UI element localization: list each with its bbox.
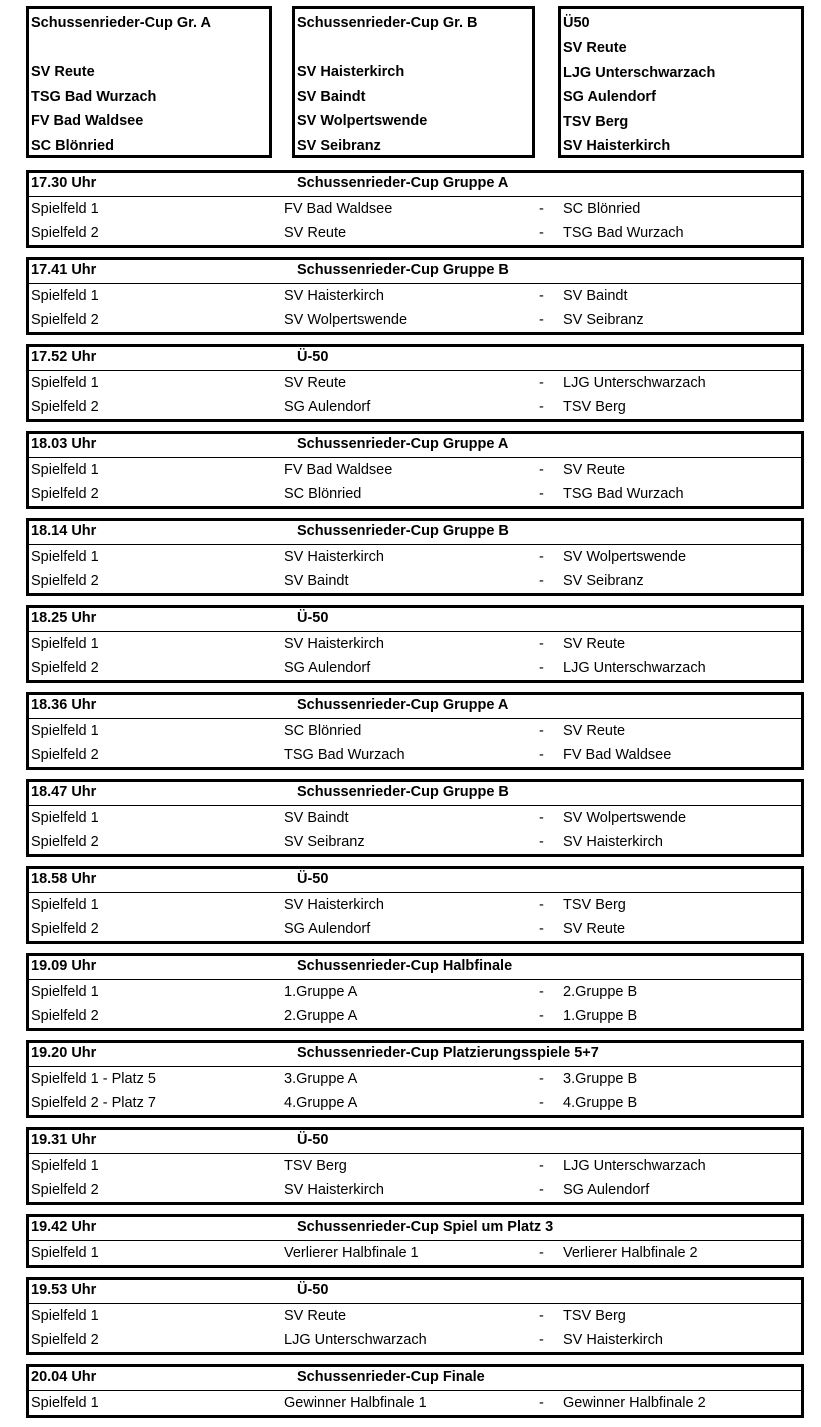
match-row (29, 892, 801, 917)
away-team: SV Reute (563, 636, 626, 652)
home-team: SG Aulendorf (284, 399, 371, 415)
vs-separator: - (539, 312, 544, 328)
home-team: SC Blönried (284, 723, 362, 739)
time-slot-block (26, 779, 804, 857)
vs-separator: - (539, 834, 544, 850)
vs-separator: - (539, 1095, 544, 1111)
match-schedule (26, 170, 804, 1427)
time-slot-header (29, 956, 801, 979)
field-label: Spielfeld 2 (31, 573, 99, 589)
group-team: SV Seibranz (297, 137, 381, 154)
match-row (29, 718, 801, 743)
match-row (29, 457, 801, 482)
kickoff-time: 18.14 Uhr (31, 523, 97, 539)
kickoff-time: 18.25 Uhr (31, 610, 97, 626)
home-team: SV Haisterkirch (284, 549, 384, 565)
match-row (29, 1240, 801, 1265)
competition-name: Ü-50 (297, 1282, 329, 1298)
vs-separator: - (539, 897, 544, 913)
field-label: Spielfeld 2 (31, 225, 99, 241)
time-slot-header (29, 1217, 801, 1240)
away-team: 3.Gruppe B (563, 1071, 638, 1087)
competition-name: Schussenrieder-Cup Gruppe B (297, 784, 509, 800)
field-label: Spielfeld 1 (31, 462, 99, 478)
away-team: SV Baindt (563, 288, 628, 304)
group-team: SV Haisterkirch (297, 64, 405, 80)
home-team: SV Baindt (284, 810, 349, 826)
kickoff-time: 19.09 Uhr (31, 958, 97, 974)
match-row (29, 917, 801, 941)
away-team: TSG Bad Wurzach (563, 225, 684, 241)
time-slot-block (26, 605, 804, 683)
away-team: 1.Gruppe B (563, 1008, 638, 1024)
away-team: SV Haisterkirch (563, 834, 663, 850)
field-label: Spielfeld 1 (31, 810, 99, 826)
match-row (29, 544, 801, 569)
vs-separator: - (539, 747, 544, 763)
vs-separator: - (539, 1008, 544, 1024)
vs-separator: - (539, 984, 544, 1000)
home-team: 1.Gruppe A (284, 984, 358, 1000)
competition-name: Ü-50 (297, 349, 329, 365)
field-label: Spielfeld 2 (31, 747, 99, 763)
competition-name: Schussenrieder-Cup Gruppe A (297, 175, 509, 191)
competition-name: Schussenrieder-Cup Gruppe B (297, 523, 509, 539)
match-row (29, 1091, 801, 1115)
time-slot-header (29, 434, 801, 457)
home-team: 3.Gruppe A (284, 1071, 358, 1087)
field-label: Spielfeld 1 (31, 723, 99, 739)
home-team: TSV Berg (284, 1158, 347, 1174)
vs-separator: - (539, 462, 544, 478)
vs-separator: - (539, 921, 544, 937)
kickoff-time: 18.03 Uhr (31, 436, 97, 452)
field-label: Spielfeld 2 (31, 834, 99, 850)
away-team: SV Wolpertswende (563, 810, 687, 826)
time-slot-header (29, 347, 801, 370)
group-team: TSG Bad Wurzach (31, 88, 157, 105)
group-title: Ü50 (563, 15, 590, 31)
field-label: Spielfeld 1 (31, 1158, 99, 1174)
competition-name: Ü-50 (297, 871, 329, 887)
match-row (29, 1178, 801, 1202)
field-label: Spielfeld 2 (31, 1182, 99, 1198)
group-team: FV Bad Waldsee (31, 113, 144, 129)
kickoff-time: 19.20 Uhr (31, 1045, 97, 1061)
away-team: LJG Unterschwarzach (563, 660, 706, 676)
home-team: SG Aulendorf (284, 660, 371, 676)
home-team: SV Haisterkirch (284, 288, 384, 304)
match-row (29, 743, 801, 767)
away-team: SV Seibranz (563, 573, 644, 589)
time-slot-header (29, 1043, 801, 1066)
vs-separator: - (539, 810, 544, 826)
away-team: SV Haisterkirch (563, 1332, 663, 1348)
home-team: SV Seibranz (284, 834, 365, 850)
time-slot-header (29, 173, 801, 196)
time-slot-block (26, 1277, 804, 1355)
group-team: TSV Berg (563, 113, 629, 130)
field-label: Spielfeld 1 (31, 288, 99, 304)
time-slot-block (26, 953, 804, 1031)
home-team: SV Haisterkirch (284, 897, 384, 913)
group-team: SV Reute (563, 40, 627, 56)
home-team: FV Bad Waldsee (284, 462, 393, 478)
field-label: Spielfeld 1 - Platz 5 (31, 1071, 156, 1087)
home-team: Verlierer Halbfinale 1 (284, 1245, 419, 1261)
match-row (29, 569, 801, 593)
time-slot-header (29, 260, 801, 283)
vs-separator: - (539, 201, 544, 217)
away-team: TSG Bad Wurzach (563, 486, 684, 502)
vs-separator: - (539, 660, 544, 676)
competition-name: Schussenrieder-Cup Gruppe A (297, 697, 509, 713)
competition-name: Schussenrieder-Cup Platzierungsspiele 5+7 (297, 1045, 599, 1061)
vs-separator: - (539, 486, 544, 502)
time-slot-header (29, 869, 801, 892)
group-team: SC Blönried (31, 137, 114, 154)
group-team: SG Aulendorf (563, 89, 656, 105)
time-slot-header (29, 608, 801, 631)
kickoff-time: 18.47 Uhr (31, 784, 97, 800)
away-team: LJG Unterschwarzach (563, 1158, 706, 1174)
kickoff-time: 17.41 Uhr (31, 262, 97, 278)
home-team: 2.Gruppe A (284, 1008, 358, 1024)
vs-separator: - (539, 549, 544, 565)
field-label: Spielfeld 1 (31, 549, 99, 565)
home-team: SC Blönried (284, 486, 362, 502)
match-row (29, 482, 801, 506)
kickoff-time: 19.42 Uhr (31, 1219, 97, 1235)
away-team: SG Aulendorf (563, 1182, 650, 1198)
field-label: Spielfeld 2 (31, 486, 99, 502)
away-team: TSV Berg (563, 399, 626, 415)
home-team: SV Baindt (284, 573, 349, 589)
time-slot-block (26, 344, 804, 422)
group-box-a (26, 6, 272, 158)
match-row (29, 979, 801, 1004)
time-slot-block (26, 170, 804, 248)
competition-name: Schussenrieder-Cup Gruppe B (297, 262, 509, 278)
away-team: SV Reute (563, 921, 626, 937)
vs-separator: - (539, 1395, 544, 1411)
match-row (29, 1066, 801, 1091)
home-team: SV Wolpertswende (284, 312, 408, 328)
time-slot-block (26, 1127, 804, 1205)
competition-name: Schussenrieder-Cup Halbfinale (297, 958, 513, 974)
vs-separator: - (539, 1332, 544, 1348)
kickoff-time: 18.36 Uhr (31, 697, 97, 713)
group-team: LJG Unterschwarzach (563, 64, 716, 81)
home-team: TSG Bad Wurzach (284, 747, 405, 763)
away-team: Gewinner Halbfinale 2 (563, 1395, 706, 1411)
time-slot-header (29, 1367, 801, 1390)
home-team: SV Reute (284, 1308, 347, 1324)
competition-name: Schussenrieder-Cup Gruppe A (297, 436, 509, 452)
away-team: SV Reute (563, 723, 626, 739)
vs-separator: - (539, 1308, 544, 1324)
time-slot-block (26, 257, 804, 335)
group-title: Schussenrieder-Cup Gr. B (297, 15, 478, 31)
home-team: SV Haisterkirch (284, 636, 384, 652)
group-box-b (292, 6, 535, 158)
match-row (29, 805, 801, 830)
kickoff-time: 17.30 Uhr (31, 175, 97, 191)
time-slot-header (29, 695, 801, 718)
match-row (29, 370, 801, 395)
away-team: TSV Berg (563, 897, 626, 913)
match-row (29, 1004, 801, 1028)
vs-separator: - (539, 375, 544, 391)
vs-separator: - (539, 399, 544, 415)
match-row (29, 1303, 801, 1328)
field-label: Spielfeld 1 (31, 1245, 99, 1261)
kickoff-time: 18.58 Uhr (31, 871, 97, 887)
field-label: Spielfeld 1 (31, 636, 99, 652)
match-row (29, 1390, 801, 1415)
vs-separator: - (539, 288, 544, 304)
competition-name: Ü-50 (297, 610, 329, 626)
home-team: SV Reute (284, 225, 347, 241)
field-label: Spielfeld 1 (31, 1308, 99, 1324)
time-slot-block (26, 1214, 804, 1268)
match-row (29, 196, 801, 221)
vs-separator: - (539, 225, 544, 241)
time-slot-block (26, 1040, 804, 1118)
vs-separator: - (539, 1158, 544, 1174)
field-label: Spielfeld 1 (31, 984, 99, 1000)
home-team: SV Reute (284, 375, 347, 391)
vs-separator: - (539, 1182, 544, 1198)
field-label: Spielfeld 2 (31, 1332, 99, 1348)
away-team: TSV Berg (563, 1308, 626, 1324)
group-team: SV Haisterkirch (563, 138, 671, 154)
field-label: Spielfeld 1 (31, 897, 99, 913)
field-label: Spielfeld 2 (31, 399, 99, 415)
group-title: Schussenrieder-Cup Gr. A (31, 15, 211, 31)
away-team: SV Seibranz (563, 312, 644, 328)
vs-separator: - (539, 1071, 544, 1087)
competition-name: Ü-50 (297, 1132, 329, 1148)
away-team: 2.Gruppe B (563, 984, 638, 1000)
time-slot-block (26, 518, 804, 596)
match-row (29, 631, 801, 656)
away-team: FV Bad Waldsee (563, 747, 672, 763)
field-label: Spielfeld 2 (31, 1008, 99, 1024)
kickoff-time: 17.52 Uhr (31, 349, 97, 365)
match-row (29, 395, 801, 419)
time-slot-header (29, 1130, 801, 1153)
home-team: LJG Unterschwarzach (284, 1332, 427, 1348)
competition-name: Schussenrieder-Cup Spiel um Platz 3 (297, 1219, 554, 1235)
away-team: LJG Unterschwarzach (563, 375, 706, 391)
group-box-u50 (558, 6, 804, 158)
group-overview (26, 6, 804, 164)
vs-separator: - (539, 1245, 544, 1261)
field-label: Spielfeld 1 (31, 375, 99, 391)
match-row (29, 1328, 801, 1352)
home-team: Gewinner Halbfinale 1 (284, 1395, 427, 1411)
time-slot-header (29, 782, 801, 805)
match-row (29, 830, 801, 854)
field-label: Spielfeld 2 (31, 921, 99, 937)
group-team: SV Wolpertswende (297, 113, 428, 129)
field-label: Spielfeld 1 (31, 201, 99, 217)
field-label: Spielfeld 1 (31, 1395, 99, 1411)
match-row (29, 221, 801, 245)
time-slot-block (26, 692, 804, 770)
home-team: 4.Gruppe A (284, 1095, 358, 1111)
group-team: SV Baindt (297, 88, 366, 105)
competition-name: Schussenrieder-Cup Finale (297, 1369, 485, 1385)
time-slot-header (29, 521, 801, 544)
vs-separator: - (539, 573, 544, 589)
field-label: Spielfeld 2 - Platz 7 (31, 1095, 156, 1111)
match-row (29, 656, 801, 680)
home-team: SG Aulendorf (284, 921, 371, 937)
vs-separator: - (539, 723, 544, 739)
vs-separator: - (539, 636, 544, 652)
away-team: SV Reute (563, 462, 626, 478)
time-slot-block (26, 431, 804, 509)
match-row (29, 1153, 801, 1178)
away-team: SV Wolpertswende (563, 549, 687, 565)
time-slot-header (29, 1280, 801, 1303)
field-label: Spielfeld 2 (31, 312, 99, 328)
field-label: Spielfeld 2 (31, 660, 99, 676)
time-slot-block (26, 866, 804, 944)
kickoff-time: 19.53 Uhr (31, 1282, 97, 1298)
group-team: SV Reute (31, 64, 95, 80)
home-team: FV Bad Waldsee (284, 201, 393, 217)
away-team: 4.Gruppe B (563, 1095, 638, 1111)
kickoff-time: 19.31 Uhr (31, 1132, 97, 1148)
match-row (29, 308, 801, 332)
kickoff-time: 20.04 Uhr (31, 1369, 97, 1385)
home-team: SV Haisterkirch (284, 1182, 384, 1198)
away-team: Verlierer Halbfinale 2 (563, 1245, 698, 1261)
away-team: SC Blönried (563, 201, 641, 217)
match-row (29, 283, 801, 308)
time-slot-block (26, 1364, 804, 1418)
